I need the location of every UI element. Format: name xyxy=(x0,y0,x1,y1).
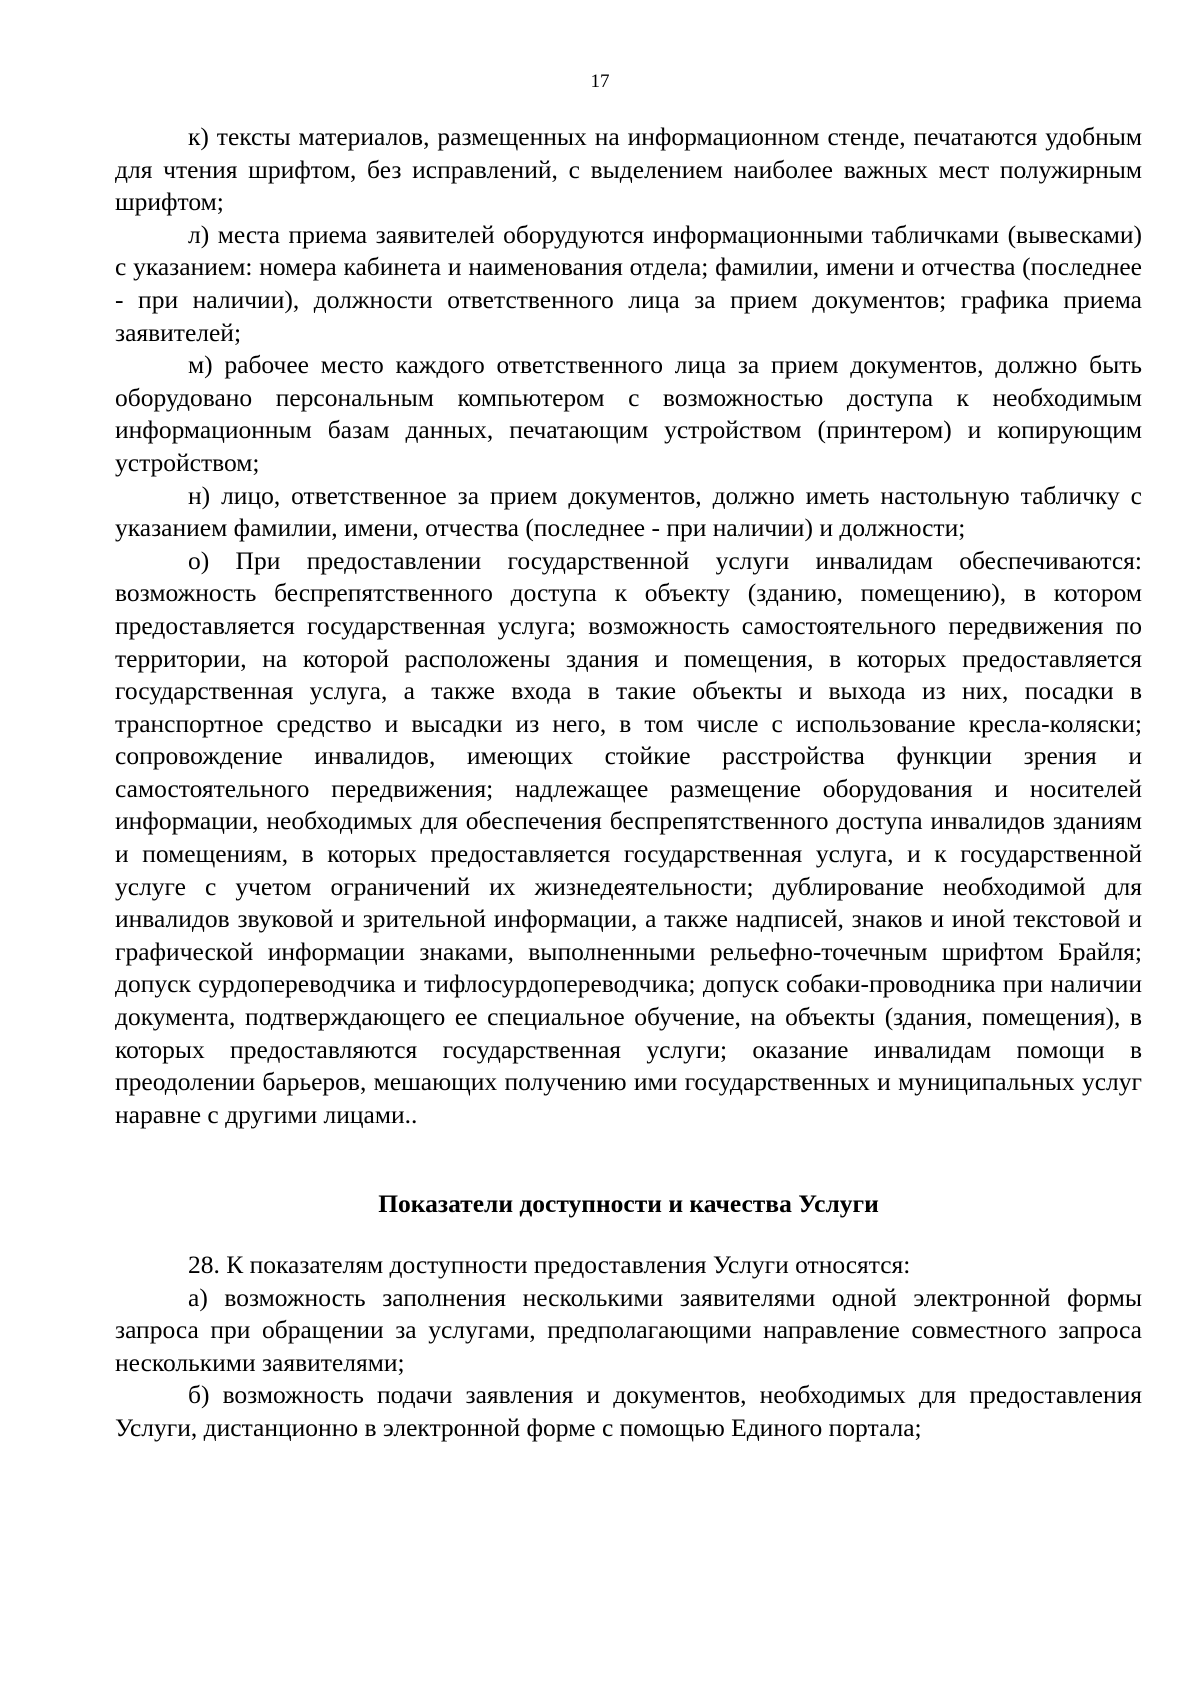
paragraph-28: 28. К показателям доступности предоставления Услуги относятся: xyxy=(188,1250,911,1279)
paragraph-m: м) рабочее место каждого ответственного лица за прием документов, должно быть оборудовано персональным компьютером с возможностью доступа к необходимым информационным базам данных, печатающим устройством (принтером) и копирующим устройством; xyxy=(115,350,1142,477)
paragraph-k: к) тексты материалов, размещенных на информационном стенде, печатаются удобным для чтения шрифтом, без исправлений, с выделением наиболее важных мест полужирным шрифтом; xyxy=(115,122,1142,217)
section-heading: Показатели доступности и качества Услуги xyxy=(378,1189,879,1219)
paragraph-a: а) возможность заполнения несколькими заявителями одной электронной формы запроса при обращении за услугами, предполагающими направление совместного запроса несколькими заявителями; xyxy=(115,1282,1142,1377)
paragraph-l: л) места приема заявителей оборудуются информационными табличками (вывесками) с указанием: номера кабинета и наименования отдела; фамилии, имени и отчества (последнее - при наличии), должности ответственного лица за прием документов; графика приема заявителей; xyxy=(115,219,1142,347)
paragraph-b: б) возможность подачи заявления и документов, необходимых для предоставления Услуги, дистанционно в электронной форме с помощью Единого портала; xyxy=(115,1380,1142,1442)
page-number: 17 xyxy=(590,71,610,92)
paragraph-o: о) При предоставлении государственной услуги инвалидам обеспечиваются: возможность беспрепятственного доступа к объекту (зданию, помещению), в котором предоставляется государственная услуга; возможность самостоятельного передвижения по территории, на которой расположены здания и помещения, в которых предоставляется государственная услуга, а также входа в такие объекты и выхода из них, посадки в транспортное средство и высадки из него, в том числе с использование кресла-коляски; сопровождение инвалидов, имеющих стойкие расстройства функции зрения и самостоятельного передвижения; надлежащее размещение оборудования и носителей информации, необходимых для обеспечения беспрепятственного доступа инвалидов зданиям и помещениям, в которых предоставляется государственная услуга, и к государственной услуге с учетом ограничений их жизнедеятельности; дублирование необходимой для инвалидов звуковой и зрительной информации, а также надписей, знаков и иной текстовой и графической информации знаками, выполненными рельефно-точечным шрифтом Брайля; допуск сурдопереводчика и тифлосурдопереводчика; допуск собаки-проводника при наличии документа, подтверждающего ее специальное обучение, на объекты (здания, помещения), в которых предоставляются государственная услуги; оказание инвалидам помощи в преодолении барьеров, мешающих получению ими государственных и муниципальных услуг наравне с другими лицами.. xyxy=(115,545,1142,1129)
paragraph-n: н) лицо, ответственное за прием документов, должно иметь настольную табличку с указанием фамилии, имени, отчества (последнее - при наличии) и должности; xyxy=(115,480,1142,543)
document-body xyxy=(115,121,1142,1445)
